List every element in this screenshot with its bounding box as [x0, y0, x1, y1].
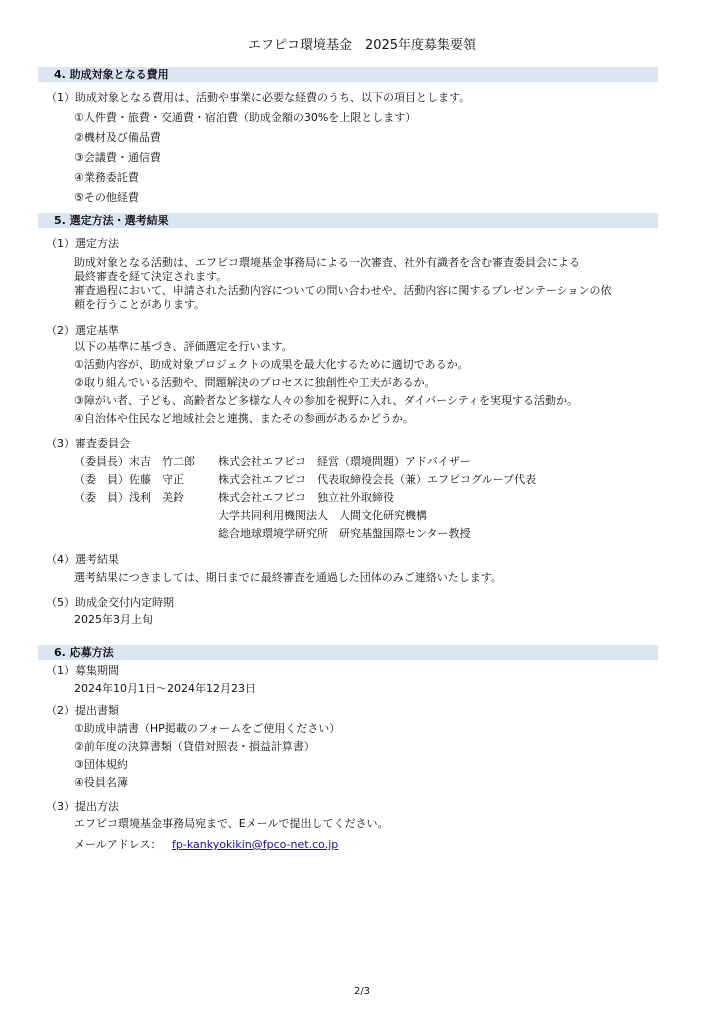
- criteria-item: ④自治体や住民など地域社会と連携、またその参画があるかどうか。: [74, 412, 414, 425]
- committee-title: （3）審査委員会: [46, 437, 130, 450]
- section-4-intro: （1）助成対象となる費用は、活動や事業に必要な経費のうち、以下の項目とします。: [46, 91, 471, 104]
- selection-method-line: 助成対象となる活動は、エフピコ環境基金事務局による一次審査、社外有識者を含む審査委員会による: [74, 256, 580, 269]
- criteria-item: ③障がい者、子ども、高齢者など多様な人々の参加を視野に入れ、ダイバーシティを実現する活動か。: [74, 394, 578, 407]
- selection-method-line: 頼を行うことがあります。: [74, 298, 206, 311]
- cost-item: ①人件費・旅費・交通費・宿泊費（助成金額の30%を上限とします）: [74, 111, 417, 124]
- committee-member-role: （委 員）浅利 美鈴: [74, 491, 184, 504]
- selection-criteria-intro: 以下の基準に基づき、評価選定を行います。: [74, 340, 293, 353]
- document-item: ②前年度の決算書類（貸借対照表・損益計算書）: [74, 740, 315, 753]
- committee-member-affiliation: 大学共同利用機関法人 人間文化研究機構: [218, 509, 427, 522]
- cost-item: ⑤その他経費: [74, 191, 139, 204]
- selection-result-title: （4）選考結果: [46, 553, 119, 566]
- application-period-title: （1）募集期間: [46, 664, 119, 677]
- document-item: ④役員名簿: [74, 776, 128, 789]
- cost-item: ③会議費・通信費: [74, 151, 161, 164]
- application-period-text: 2024年10月1日～2024年12月23日: [74, 682, 256, 695]
- criteria-item: ①活動内容が、助成対象プロジェクトの成果を最大化するために適切であるか。: [74, 358, 469, 371]
- selection-method-title: （1）選定方法: [46, 237, 119, 250]
- criteria-item: ②取り組んでいる活動や、問題解決のプロセスに独創性や工夫があるか。: [74, 376, 436, 389]
- submission-method-text: エフピコ環境基金事務局宛まで、Eメールで提出してください。: [74, 817, 389, 830]
- committee-member-affiliation: 株式会社エフピコ 独立社外取締役: [218, 491, 394, 504]
- committee-member-role: （委員長）末吉 竹二郎: [74, 455, 195, 468]
- committee-member-role: （委 員）佐藤 守正: [74, 473, 184, 486]
- cost-item: ④業務委託費: [74, 171, 139, 184]
- selection-result-text: 選考結果につきましては、期日までに最終審査を通過した団体のみご連絡いたします。: [74, 571, 502, 584]
- grant-decision-title: （5）助成金交付内定時期: [46, 596, 174, 609]
- selection-method-line: 最終審査を経て決定されます。: [74, 270, 228, 283]
- mail-label: メールアドレス：: [74, 838, 162, 851]
- section-5-heading: 5. 選定方法・選考結果: [38, 213, 658, 228]
- committee-member-affiliation: 株式会社エフピコ 代表取締役会長（兼）エフピコグループ代表: [218, 473, 537, 486]
- document-item: ③団体規約: [74, 758, 128, 771]
- section-4-heading: 4. 助成対象となる費用: [38, 67, 658, 82]
- cost-item: ②機材及び備品費: [74, 131, 161, 144]
- selection-criteria-title: （2）選定基準: [46, 324, 119, 337]
- page-number: 2/3: [353, 986, 371, 997]
- page-title: エフピコ環境基金 2025年度募集要領: [247, 38, 477, 53]
- document-item: ①助成申請書（HP掲載のフォームをご使用ください）: [74, 722, 341, 735]
- committee-member-affiliation: 株式会社エフピコ 経営（環境問題）アドバイザー: [218, 455, 471, 468]
- committee-member-affiliation: 総合地球環境学研究所 研究基盤国際センター教授: [218, 527, 471, 540]
- submission-method-title: （3）提出方法: [46, 800, 119, 813]
- mail-address-link[interactable]: fp-kankyokikin@fpco-net.co.jp: [172, 838, 339, 851]
- selection-method-line: 審査過程において、申請された活動内容についての問い合わせや、活動内容に関するプレゼンテーションの依: [74, 284, 612, 297]
- grant-decision-date: 2025年3月上旬: [74, 613, 153, 626]
- documents-title: （2）提出書類: [46, 704, 119, 717]
- section-6-heading: 6. 応募方法: [38, 645, 658, 660]
